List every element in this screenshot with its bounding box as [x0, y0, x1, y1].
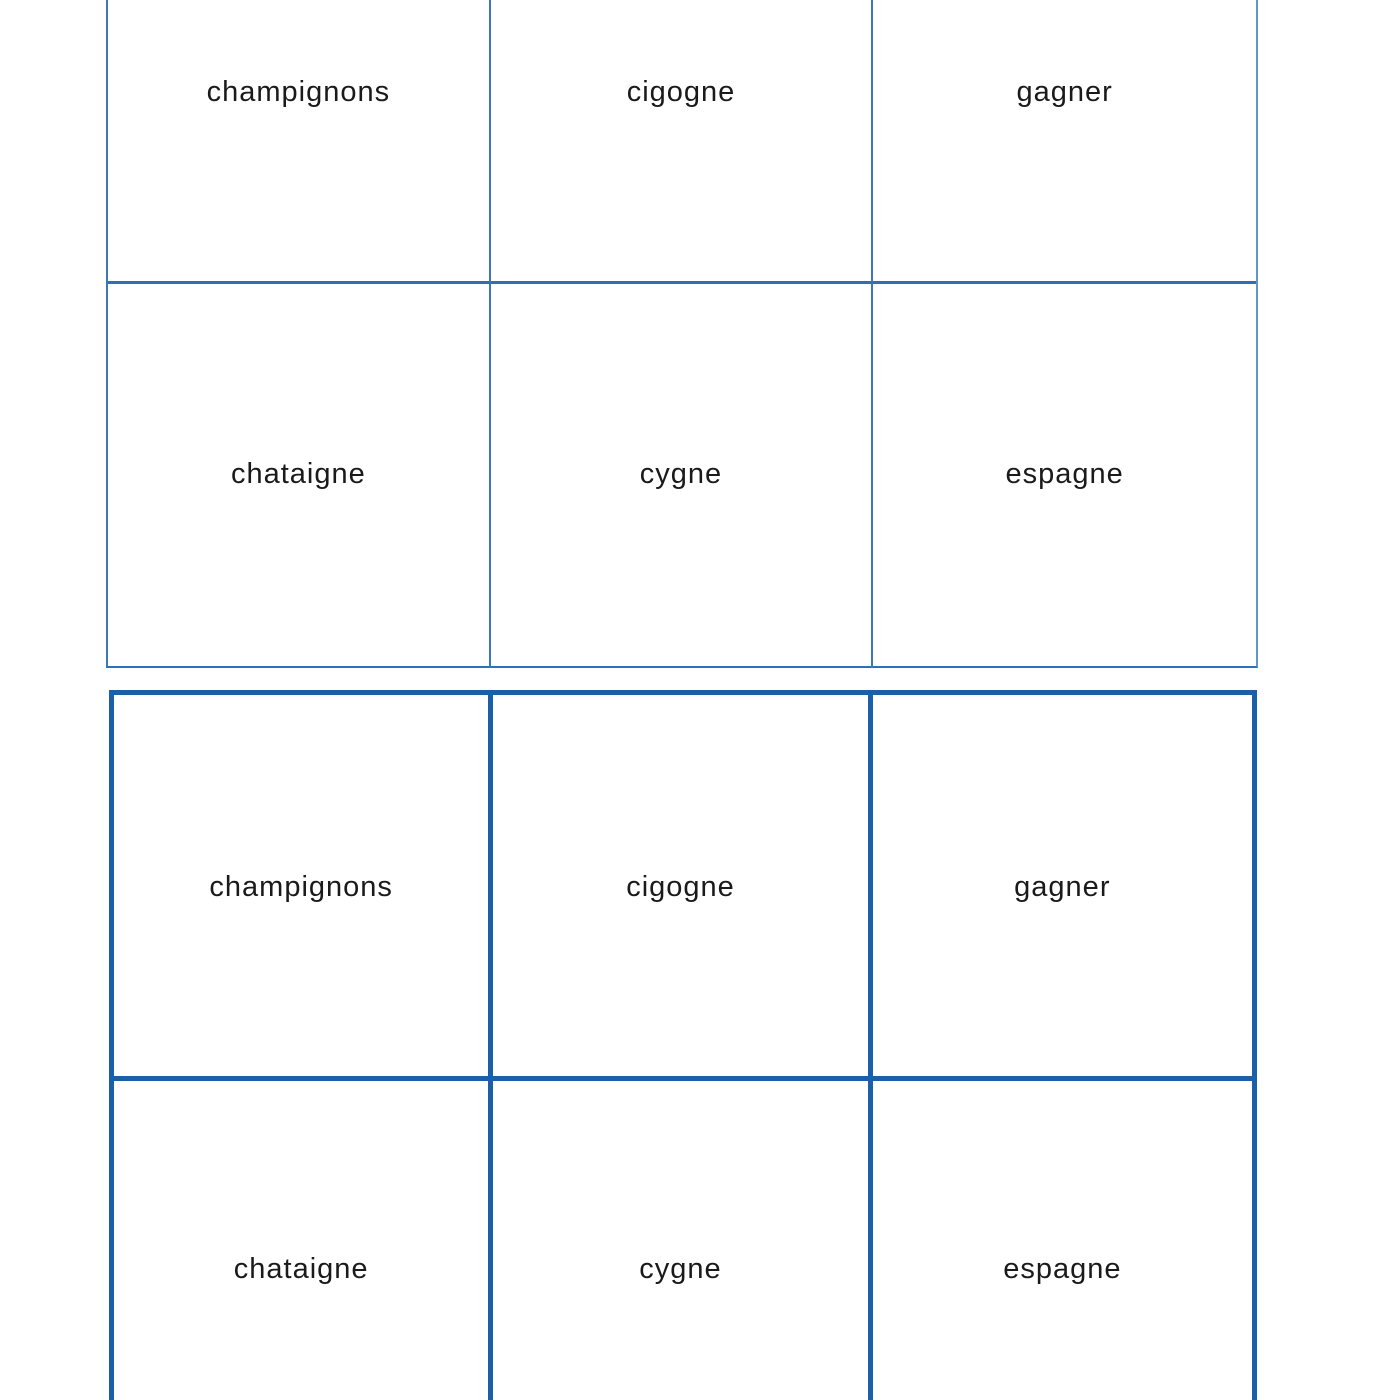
- word-label: gagner: [1014, 871, 1111, 903]
- word-label: cigogne: [626, 871, 735, 903]
- word-card: [873, 284, 1256, 668]
- word-label: espagne: [1003, 1253, 1122, 1285]
- word-label: champignons: [209, 871, 393, 903]
- word-label: cygne: [639, 458, 723, 490]
- word-card: [493, 695, 872, 1081]
- word-card: [873, 1081, 1252, 1400]
- word-label: espagne: [1005, 458, 1124, 490]
- word-card: [873, 695, 1252, 1081]
- word-card-grid-top: [106, 0, 1258, 668]
- word-card: [108, 0, 491, 284]
- word-card: [491, 284, 874, 668]
- word-label: champignons: [206, 76, 391, 108]
- word-card: [114, 1081, 493, 1400]
- word-label: cygne: [639, 1253, 722, 1285]
- word-label: chataigne: [233, 1253, 369, 1285]
- word-label: chataigne: [230, 458, 366, 490]
- word-card: [491, 0, 874, 284]
- word-card: [108, 284, 491, 668]
- word-card: [114, 695, 493, 1081]
- word-card-grid-bottom: [109, 690, 1257, 1400]
- word-card: [493, 1081, 872, 1400]
- word-label: cigogne: [626, 76, 736, 108]
- word-card: [873, 0, 1256, 284]
- word-label: gagner: [1016, 76, 1113, 108]
